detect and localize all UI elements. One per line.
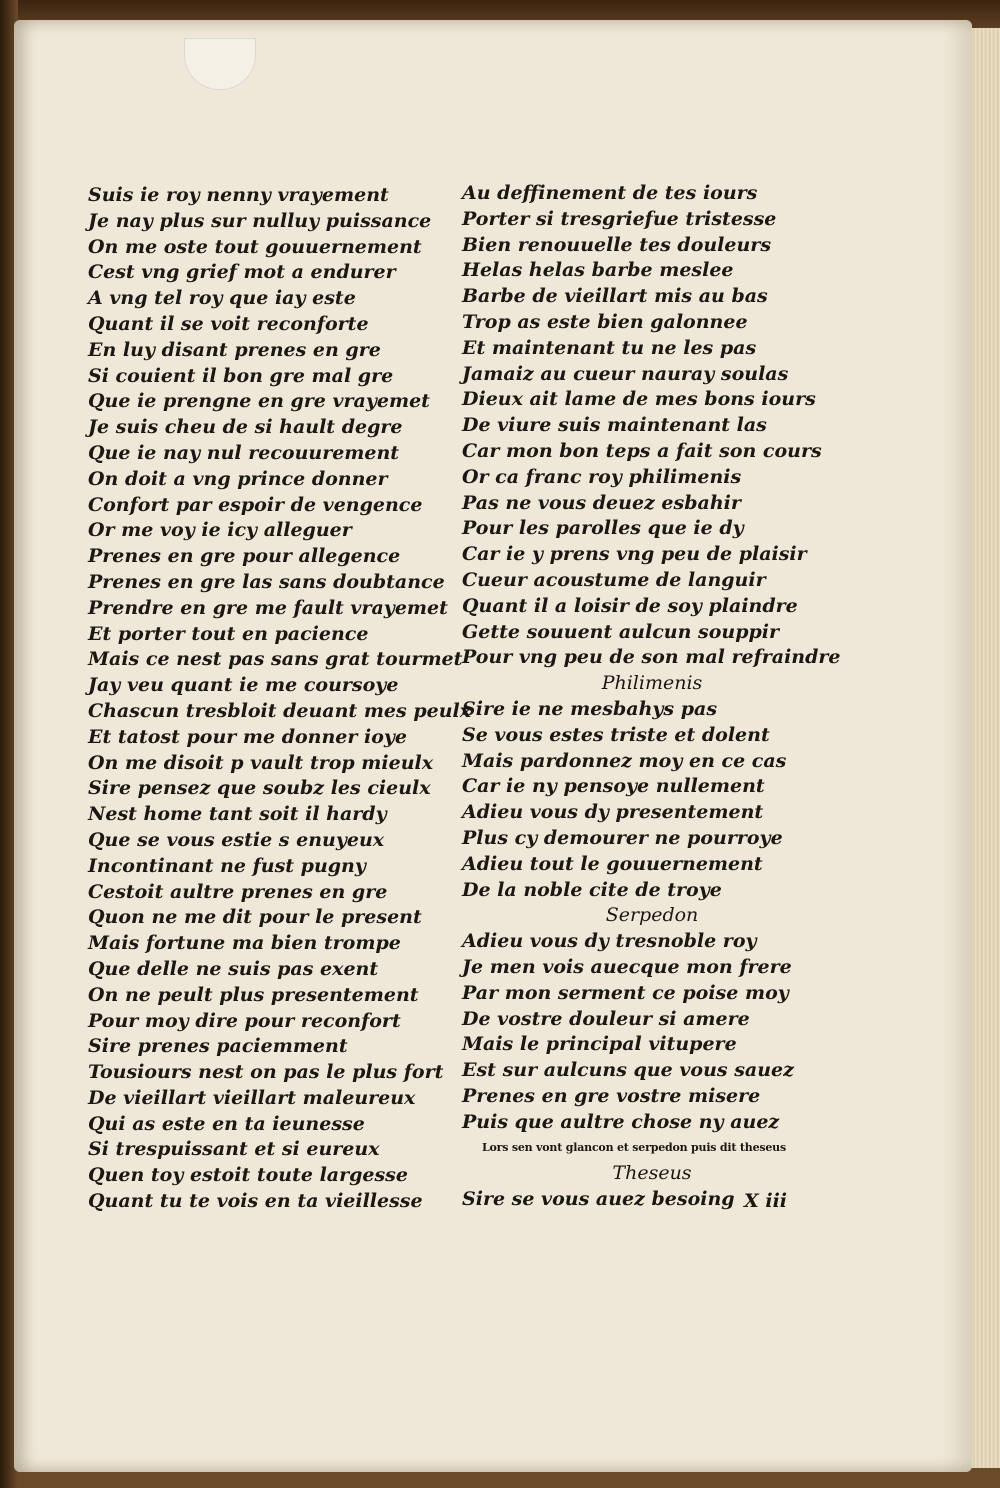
verse-line: Adieu vous dy presentement <box>462 801 764 824</box>
verse-line: Si couient il bon gre mal gre <box>88 364 394 387</box>
verse-line: Sire se vous auez besoing <box>462 1188 735 1211</box>
verse-line: Trop as este bien galonnee <box>462 310 748 333</box>
speaker-name: Serpedon <box>605 904 699 927</box>
verse-line: Confort par espoir de vengence <box>88 493 423 516</box>
verse-line: Nest home tant soit il hardy <box>88 803 387 826</box>
verse-line: Mais fortune ma bien trompe <box>88 932 401 955</box>
verse-line: De viure suis maintenant las <box>462 414 767 437</box>
verse-line: On doit a vng prince donner <box>88 467 388 490</box>
verse-line: Et tatost pour me donner ioye <box>88 725 408 748</box>
verse-line: Pas ne vous deuez esbahir <box>462 491 741 514</box>
verse-line: Sire prenes paciemment <box>88 1035 348 1058</box>
verse-line: Qui as este en ta ieunesse <box>88 1112 365 1135</box>
verse-line: Prenes en gre las sans doubtance <box>88 570 445 593</box>
verse-line: Adieu tout le gouuernement <box>462 852 763 875</box>
verse-line: Mais le principal vitupere <box>462 1033 737 1056</box>
verse-line: A vng tel roy que iay este <box>88 287 356 310</box>
verse-line: Se vous estes triste et dolent <box>462 723 770 746</box>
verse-line: Bien renouuelle tes douleurs <box>462 233 772 256</box>
verse-line: Je men vois auecque mon frere <box>462 955 792 978</box>
verse-line: Puis que aultre chose ny auez <box>462 1110 780 1133</box>
verse-line: Si trespuissant et si eureux <box>88 1138 380 1161</box>
verse-line: Je nay plus sur nulluy puissance <box>88 209 432 232</box>
verse-line: Pour les parolles que ie dy <box>462 517 744 540</box>
verse-line: Jamaiz au cueur nauray soulas <box>462 362 789 385</box>
verse-line: Que delle ne suis pas exent <box>88 957 379 980</box>
verse-line: Dieux ait lame de mes bons iours <box>462 388 816 411</box>
verse-line: Et porter tout en pacience <box>88 622 369 645</box>
verse-line: Que ie prengne en gre vrayemet <box>88 390 430 413</box>
verse-line: Sire ie ne mesbahys pas <box>462 697 718 720</box>
speaker-name: Philimenis <box>601 672 703 695</box>
left-verse-column <box>88 183 472 1215</box>
verse-line: Que se vous estie s enuyeux <box>88 828 385 851</box>
verse-line: Chascun tresbloit deuant mes peulx <box>88 699 472 722</box>
verse-line: Au deffinement de tes iours <box>462 182 758 204</box>
verse-line: Sire pensez que soubz les cieulx <box>88 777 431 800</box>
verse-line: En luy disant prenes en gre <box>88 338 381 361</box>
verse-line: Et maintenant tu ne les pas <box>462 336 757 359</box>
verse-line: Est sur aulcuns que vous sauez <box>462 1059 794 1082</box>
verse-line: Mais ce nest pas sans grat tourmet <box>88 648 463 671</box>
quire-signature: X iii <box>744 1190 788 1212</box>
verse-line: Prendre en gre me fault vrayemet <box>88 596 448 619</box>
verse-line: Que ie nay nul recouurement <box>88 441 400 464</box>
verse-line: Pour vng peu de son mal refraindre <box>462 646 841 669</box>
verse-line: Porter si tresgriefue tristesse <box>462 207 777 230</box>
verse-line: Tousiours nest on pas le plus fort <box>88 1061 444 1084</box>
verse-line: On me oste tout gouuernement <box>88 235 422 258</box>
verse-line: Car ie y prens vng peu de plaisir <box>462 543 807 566</box>
verse-line: Or ca franc roy philimenis <box>462 465 742 488</box>
verse-line: Quant tu te vois en ta vieillesse <box>88 1190 423 1213</box>
speaker-name: Theseus <box>612 1162 692 1185</box>
verse-line: Barbe de vieillart mis au bas <box>462 285 768 308</box>
verse-line: Par mon serment ce poise moy <box>462 981 789 1004</box>
verse-line: Helas helas barbe meslee <box>462 259 734 282</box>
verse-line: Cueur acoustume de languir <box>462 568 766 591</box>
verse-line: Prenes en gre pour allegence <box>88 545 401 568</box>
verse-line: De la noble cite de troye <box>462 878 722 901</box>
verse-line: Gette souuent aulcun souppir <box>462 620 779 643</box>
verse-line: Quant il se voit reconforte <box>88 312 369 335</box>
verse-line: Plus cy demourer ne pourroye <box>462 826 783 849</box>
verse-line: Car ie ny pensoye nullement <box>462 775 765 798</box>
verse-line: Pour moy dire pour reconfort <box>88 1009 401 1032</box>
verse-line: Incontinant ne fust pugny <box>88 854 366 877</box>
verse-line: Car mon bon teps a fait son cours <box>462 439 822 462</box>
stage-direction: Lors sen vont glancon et serpedon puis dit theseus <box>482 1141 786 1155</box>
verse-line: Or me voy ie icy alleguer <box>88 519 352 542</box>
verse-line: Adieu vous dy tresnoble roy <box>462 930 757 953</box>
verse-line: Quon ne me dit pour le present <box>88 906 422 929</box>
verse-line: On ne peult plus presentement <box>88 983 419 1006</box>
verse-line: Je suis cheu de si hault degre <box>88 416 403 439</box>
verse-line: On me disoit p vault trop mieulx <box>88 751 434 774</box>
verse-line: Quant il a loisir de soy plaindre <box>462 594 798 617</box>
verse-line: Prenes en gre vostre misere <box>462 1084 761 1107</box>
verse-line: Cest vng grief mot a endurer <box>88 261 396 284</box>
verse-line: Mais pardonnez moy en ce cas <box>462 749 787 772</box>
verse-line: De vostre douleur si amere <box>462 1007 750 1030</box>
right-verse-column <box>462 181 842 1213</box>
page-clip-icon <box>184 38 256 90</box>
verse-line: De vieillart vieillart maleureux <box>88 1086 416 1109</box>
verse-line: Quen toy estoit toute largesse <box>88 1164 408 1187</box>
verse-line: Jay veu quant ie me coursoye <box>88 674 399 697</box>
verse-line: Cestoit aultre prenes en gre <box>88 880 388 903</box>
verse-line: Suis ie roy nenny vrayement <box>88 184 389 206</box>
